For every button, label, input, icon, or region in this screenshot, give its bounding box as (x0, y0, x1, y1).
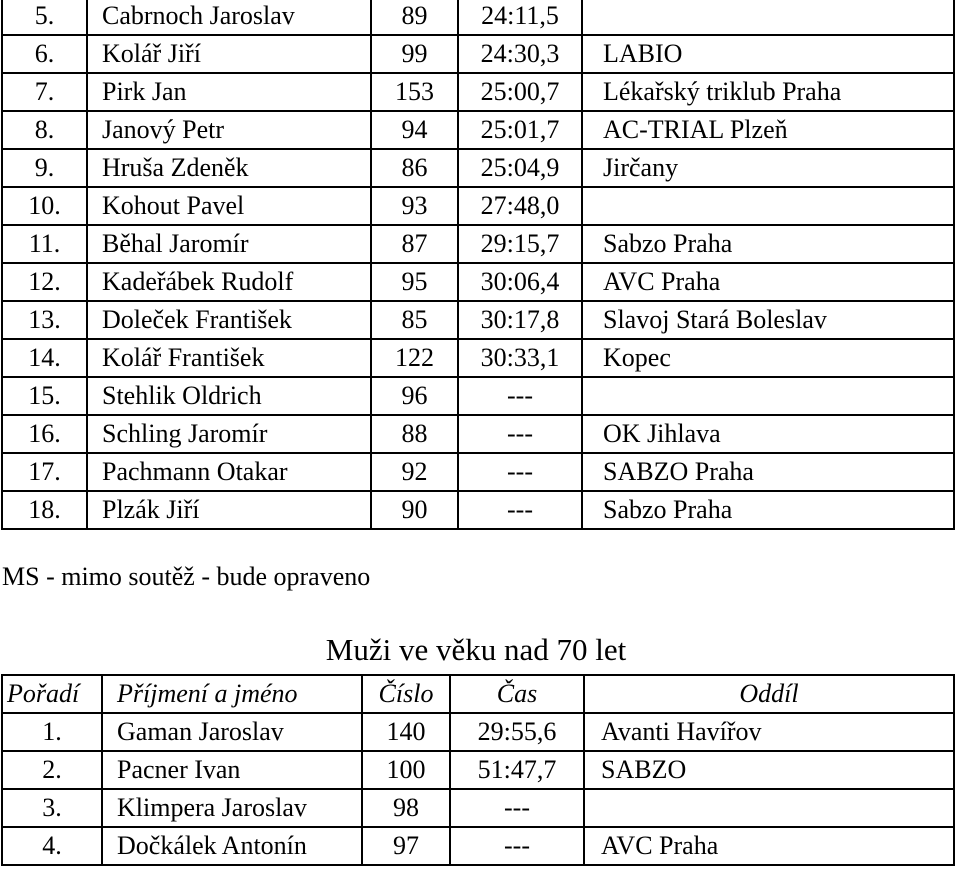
name-cell: Pachmann Otakar (87, 453, 371, 491)
number-cell: 140 (362, 713, 450, 751)
number-cell: 88 (371, 415, 458, 453)
name-cell: Schling Jaromír (87, 415, 371, 453)
table-row (2, 73, 954, 111)
table-row (2, 751, 954, 789)
number-cell: 87 (371, 225, 458, 263)
club-cell: AVC Praha (582, 263, 954, 301)
name-cell: Hruša Zdeněk (87, 149, 371, 187)
results-table-2-body (2, 675, 954, 865)
time-cell: 29:15,7 (458, 225, 582, 263)
results-table-1-body (2, 0, 954, 529)
table-row (2, 111, 954, 149)
name-cell: Plzák Jiří (87, 491, 371, 529)
header-number: Číslo (362, 675, 450, 713)
table-row (2, 713, 954, 751)
name-cell: Gaman Jaroslav (102, 713, 362, 751)
table-header-row (2, 675, 954, 713)
rank-cell: 7. (2, 73, 87, 111)
time-cell: 25:00,7 (458, 73, 582, 111)
number-cell: 122 (371, 339, 458, 377)
time-cell: 29:55,6 (450, 713, 584, 751)
club-cell: Avanti Havířov (584, 713, 954, 751)
time-cell: 30:33,1 (458, 339, 582, 377)
club-cell (582, 0, 954, 35)
club-cell: Sabzo Praha (582, 225, 954, 263)
table-row (2, 35, 954, 73)
note-text: MS - mimo soutěž - bude opraveno (2, 562, 371, 591)
table-row (2, 301, 954, 339)
name-cell: Klimpera Jaroslav (102, 789, 362, 827)
section-title: Muži ve věku nad 70 let (325, 632, 627, 667)
club-cell: AVC Praha (584, 827, 954, 865)
club-cell: SABZO (584, 751, 954, 789)
rank-cell: 10. (2, 187, 87, 225)
results-table-1 (1, 0, 955, 530)
club-cell (582, 187, 954, 225)
time-cell: 25:01,7 (458, 111, 582, 149)
header-time: Čas (450, 675, 584, 713)
number-cell: 93 (371, 187, 458, 225)
name-cell: Kolář Jiří (87, 35, 371, 73)
time-cell: 24:30,3 (458, 35, 582, 73)
name-cell: Janový Petr (87, 111, 371, 149)
time-cell: 25:04,9 (458, 149, 582, 187)
name-cell: Stehlik Oldrich (87, 377, 371, 415)
number-cell: 90 (371, 491, 458, 529)
number-cell: 92 (371, 453, 458, 491)
rank-cell: 16. (2, 415, 87, 453)
rank-cell: 8. (2, 111, 87, 149)
rank-cell: 14. (2, 339, 87, 377)
club-cell (582, 377, 954, 415)
table-row (2, 0, 954, 35)
table-row (2, 149, 954, 187)
table-row (2, 263, 954, 301)
rank-cell: 12. (2, 263, 87, 301)
name-cell: Dočkálek Antonín (102, 827, 362, 865)
results-table-2 (1, 674, 955, 866)
club-cell: Slavoj Stará Boleslav (582, 301, 954, 339)
time-cell: --- (458, 491, 582, 529)
table-row (2, 415, 954, 453)
club-cell: Jirčany (582, 149, 954, 187)
table-row (2, 225, 954, 263)
name-cell: Kohout Pavel (87, 187, 371, 225)
rank-cell: 6. (2, 35, 87, 73)
number-cell: 98 (362, 789, 450, 827)
rank-cell: 9. (2, 149, 87, 187)
time-cell: 30:06,4 (458, 263, 582, 301)
number-cell: 94 (371, 111, 458, 149)
header-rank: Pořadí (2, 675, 102, 713)
name-cell: Běhal Jaromír (87, 225, 371, 263)
time-cell: --- (458, 377, 582, 415)
time-cell: 27:48,0 (458, 187, 582, 225)
number-cell: 97 (362, 827, 450, 865)
name-cell: Cabrnoch Jaroslav (87, 0, 371, 35)
club-cell: OK Jihlava (582, 415, 954, 453)
name-cell: Doleček František (87, 301, 371, 339)
club-cell: Kopec (582, 339, 954, 377)
rank-cell: 1. (2, 713, 102, 751)
name-cell: Kadeřábek Rudolf (87, 263, 371, 301)
time-cell: 24:11,5 (458, 0, 582, 35)
club-cell: Sabzo Praha (582, 491, 954, 529)
time-cell: --- (458, 453, 582, 491)
time-cell: 30:17,8 (458, 301, 582, 339)
number-cell: 85 (371, 301, 458, 339)
name-cell: Pacner Ivan (102, 751, 362, 789)
rank-cell: 15. (2, 377, 87, 415)
time-cell: --- (450, 789, 584, 827)
club-cell: Lékařský triklub Praha (582, 73, 954, 111)
name-cell: Pirk Jan (87, 73, 371, 111)
number-cell: 95 (371, 263, 458, 301)
table-row (2, 339, 954, 377)
number-cell: 89 (371, 0, 458, 35)
number-cell: 96 (371, 377, 458, 415)
rank-cell: 17. (2, 453, 87, 491)
table-row (2, 453, 954, 491)
time-cell: --- (458, 415, 582, 453)
club-cell: AC-TRIAL Plzeň (582, 111, 954, 149)
rank-cell: 3. (2, 789, 102, 827)
club-cell: LABIO (582, 35, 954, 73)
number-cell: 99 (371, 35, 458, 73)
number-cell: 100 (362, 751, 450, 789)
number-cell: 86 (371, 149, 458, 187)
rank-cell: 5. (2, 0, 87, 35)
header-name: Příjmení a jméno (102, 675, 362, 713)
time-cell: 51:47,7 (450, 751, 584, 789)
number-cell: 153 (371, 73, 458, 111)
table-row (2, 789, 954, 827)
rank-cell: 13. (2, 301, 87, 339)
time-cell: --- (450, 827, 584, 865)
name-cell: Kolář František (87, 339, 371, 377)
rank-cell: 2. (2, 751, 102, 789)
club-cell (584, 789, 954, 827)
club-cell: SABZO Praha (582, 453, 954, 491)
header-club: Oddíl (584, 675, 954, 713)
table-row (2, 377, 954, 415)
table-row (2, 187, 954, 225)
table-row (2, 827, 954, 865)
rank-cell: 18. (2, 491, 87, 529)
table-row (2, 491, 954, 529)
rank-cell: 4. (2, 827, 102, 865)
rank-cell: 11. (2, 225, 87, 263)
